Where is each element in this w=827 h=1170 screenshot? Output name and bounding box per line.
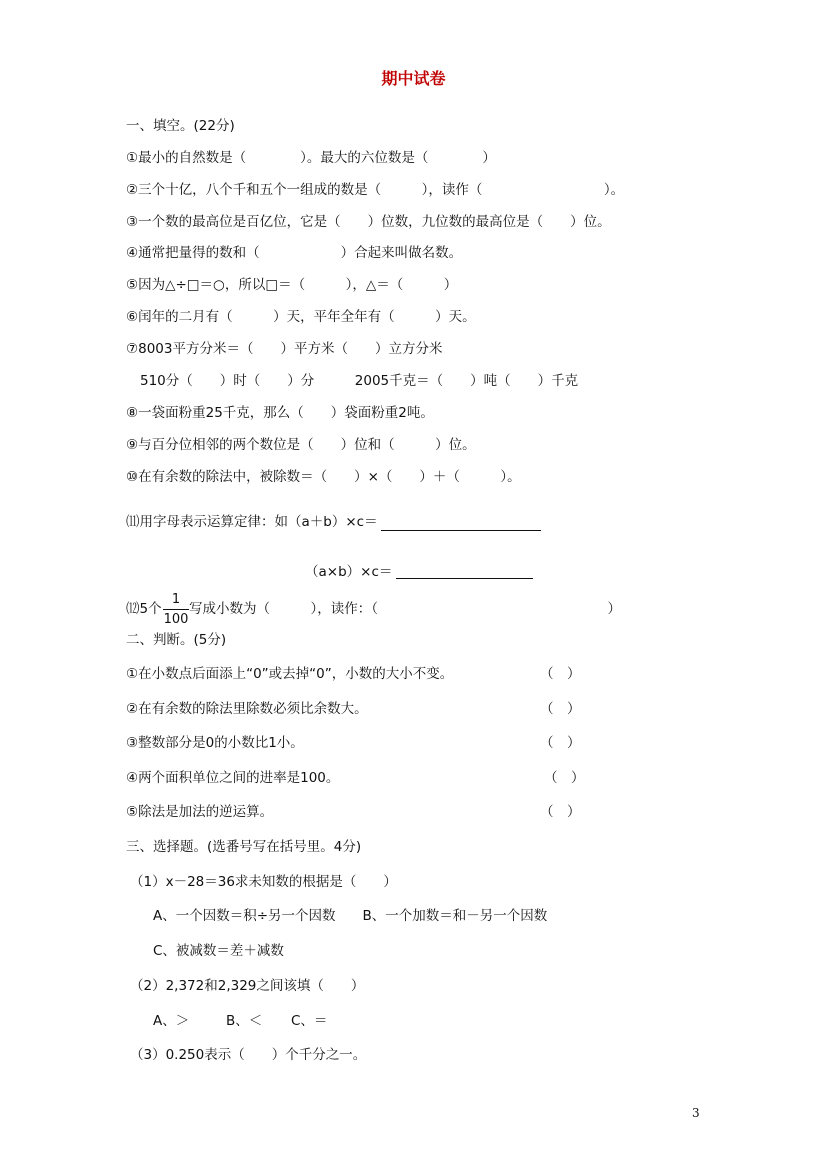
judge-bracket-3: （ ） [540,735,581,751]
judge-bracket-2: （ ） [540,701,581,717]
choice-2-option-a: A、＞ [153,1013,190,1029]
choice-question-2: （2）2,372和2,329之间该填（ ） [130,978,365,994]
judge-bracket-5: （ ） [540,804,581,820]
question-1-4: ④通常把量得的数和（ ）合起来叫做名数。 [126,245,463,261]
question-1-6: ⑥闰年的二月有（ ）天，平年全年有（ ）天。 [126,309,476,325]
question-1-8: ⑧一袋面粉重25千克，那么（ ）袋面粉重2吨。 [126,405,434,421]
question-1-3: ③一个数的最高位是百亿位，它是（ ）位数，九位数的最高位是（ ）位。 [126,214,611,230]
fraction [163,592,189,628]
judge-bracket-4: （ ） [544,770,585,786]
question-1-11b: （a×b）×c＝ [305,564,393,580]
section2-heading: 二、判断。(5分) [126,632,227,648]
judge-bracket-1: （ ） [540,666,581,682]
choice-question-3: （3）0.250表示（ ）个千分之一。 [130,1047,367,1063]
answer-line-11a [381,530,541,531]
question-1-11a: ⑾用字母表示运算定律：如（a＋b）×c＝ [126,514,378,530]
judge-item-5: ⑤除法是加法的逆运算。 [126,804,274,820]
page-number: 3 [692,1106,700,1120]
fraction-denominator: 100 [163,612,189,627]
question-1-10: ⑩在有余数的除法中，被除数＝（ ）×（ ）＋（ ）。 [126,469,521,485]
choice-1-options-ab: A、一个因数＝积÷另一个因数 B、一个加数＝和－另一个因数 [153,908,548,924]
choice-question-1: （1）x－28＝36求未知数的根据是（ ） [130,874,397,890]
judge-item-2: ②在有余数的除法里除数必须比余数大。 [126,701,368,717]
question-1-7a: ⑦8003平方分米＝（ ）平方米（ ）立方分米 [126,341,443,357]
question-1-7b: 510分（ ）时（ ）分 2005千克＝（ ）吨（ ）千克 [140,373,579,389]
question-1-5: ⑤因为△÷□＝○，所以□＝（ ），△＝（ ） [126,277,458,293]
fraction-bar [163,609,189,610]
choice-2-option-c: C、＝ [291,1013,328,1029]
judge-item-4: ④两个面积单位之间的进率是100。 [126,770,340,786]
choice-1-option-c: C、被减数＝差＋减数 [153,943,284,959]
question-1-9: ⑨与百分位相邻的两个数位是（ ）位和（ ）位。 [126,437,476,453]
section1-heading: 一、填空。(22分) [126,118,235,134]
question-1-2: ②三个十亿，八个千和五个一组成的数是（ ），读作（ ）。 [126,182,625,198]
page-title: 期中试卷 [381,69,446,88]
question-1-1: ①最小的自然数是（ ）。最大的六位数是（ ） [126,150,496,166]
question-1-12-suffix: 写成小数为（ ），读作：（ ） [189,601,621,617]
section3-heading: 三、选择题。(选番号写在括号里。4分) [126,839,362,855]
answer-line-11b [396,578,533,579]
question-1-12-prefix: ⑿5个 [126,601,162,617]
judge-item-1: ①在小数点后面添上“0”或去掉“0”，小数的大小不变。 [126,666,454,682]
fraction-numerator: 1 [171,592,181,607]
judge-item-3: ③整数部分是0的小数比1小。 [126,735,304,751]
choice-2-option-b: B、＜ [226,1013,263,1029]
